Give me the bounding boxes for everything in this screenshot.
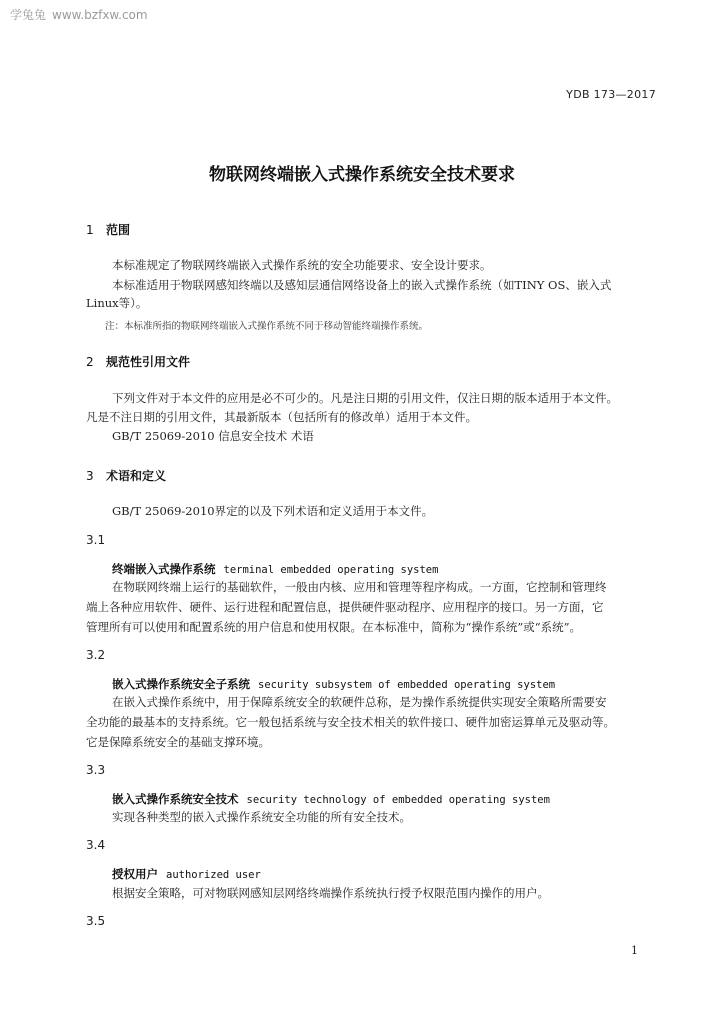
term-definition-line: 它是保障系统安全的基础支撑环境。 [86, 735, 270, 749]
term-name-cn: 嵌入式操作系统安全技术 [112, 792, 239, 806]
section-title: 范围 [106, 223, 131, 237]
scope-note: 注：本标准所指的物联网终端嵌入式操作系统不同于移动智能终端操作系统。 [105, 321, 429, 332]
term-definition-line: 全功能的最基本的支持系统。它一般包括系统与安全技术相关的软件接口、硬件加密运算单元及驱动等。 [86, 715, 615, 729]
term-number: 3.3 [86, 763, 106, 777]
term-name-cn: 授权用户 [112, 867, 158, 881]
reference-entry: GB/T 25069-2010 信息安全技术 术语 [112, 429, 314, 443]
term-number: 3.4 [86, 838, 106, 852]
term-definition-line: 端上各种应用软件、硬件、运行进程和配置信息，提供硬件驱动程序、应用程序的接口。另一方面，它 [86, 600, 604, 614]
section-title: 术语和定义 [106, 469, 167, 483]
term-definition-line: 在物联网终端上运行的基础软件，一般由内核、应用和管理等程序构成。一方面，它控制和管理终 [112, 580, 607, 594]
term-name-en: terminal embedded operating system [223, 564, 439, 576]
section-number: 1 [86, 223, 94, 237]
section-3-heading [86, 467, 166, 484]
term-name-cn: 嵌入式操作系统安全子系统 [112, 677, 250, 691]
term-definition-line: 根据安全策略，可对物联网感知层网络终端操作系统执行授予权限范围内操作的用户。 [112, 886, 549, 900]
references-paragraph-1-cont: 凡是不注日期的引用文件，其最新版本（包括所有的修改单）适用于本文件。 [86, 410, 477, 424]
term-definition-line: 在嵌入式操作系统中，用于保障系统安全的软硬件总称，是为操作系统提供实现安全策略所需要安 [112, 695, 607, 709]
term-number: 3.5 [86, 914, 106, 928]
section-number: 3 [86, 469, 94, 483]
term-heading [112, 676, 555, 692]
document-title: 物联网终端嵌入式操作系统安全技术要求 [209, 165, 515, 185]
term-heading [112, 561, 438, 577]
term-name-en: security technology of embedded operating system [246, 794, 550, 806]
term-name-en: authorized user [166, 869, 261, 881]
term-number: 3.2 [86, 648, 106, 662]
term-heading [112, 866, 261, 882]
watermark-site-name: 学兔兔 [10, 8, 47, 22]
scope-paragraph-1: 本标准规定了物联网终端嵌入式操作系统的安全功能要求、安全设计要求。 [112, 258, 492, 272]
watermark-url: www.bzfxw.com [52, 8, 148, 22]
references-paragraph-1: 下列文件对于本文件的应用是必不可少的。凡是注日期的引用文件，仅注日期的版本适用于本文件。 [112, 391, 618, 405]
terms-intro: GB/T 25069-2010界定的以及下列术语和定义适用于本文件。 [112, 504, 434, 518]
term-number: 3.1 [86, 533, 106, 547]
section-2-heading [86, 353, 190, 370]
section-title: 规范性引用文件 [106, 355, 191, 369]
term-heading [112, 791, 550, 807]
page-number: 1 [631, 944, 638, 957]
term-definition-line: 实现各种类型的嵌入式操作系统安全功能的所有安全技术。 [112, 810, 411, 824]
watermark [10, 6, 148, 23]
term-name-cn: 终端嵌入式操作系统 [112, 562, 216, 576]
scope-paragraph-2-cont: Linux等）。 [86, 296, 148, 310]
term-definition-line: 管理所有可以使用和配置系统的用户信息和使用权限。在本标准中，简称为“操作系统”或“系统”。 [86, 620, 582, 634]
section-1-heading [86, 221, 130, 238]
scope-paragraph-2: 本标准适用于物联网感知终端以及感知层通信网络设备上的嵌入式操作系统（如TINY OS、嵌入式 [112, 278, 612, 292]
standard-code: YDB 173—2017 [566, 88, 656, 101]
term-name-en: security subsystem of embedded operating system [258, 679, 556, 691]
section-number: 2 [86, 355, 94, 369]
